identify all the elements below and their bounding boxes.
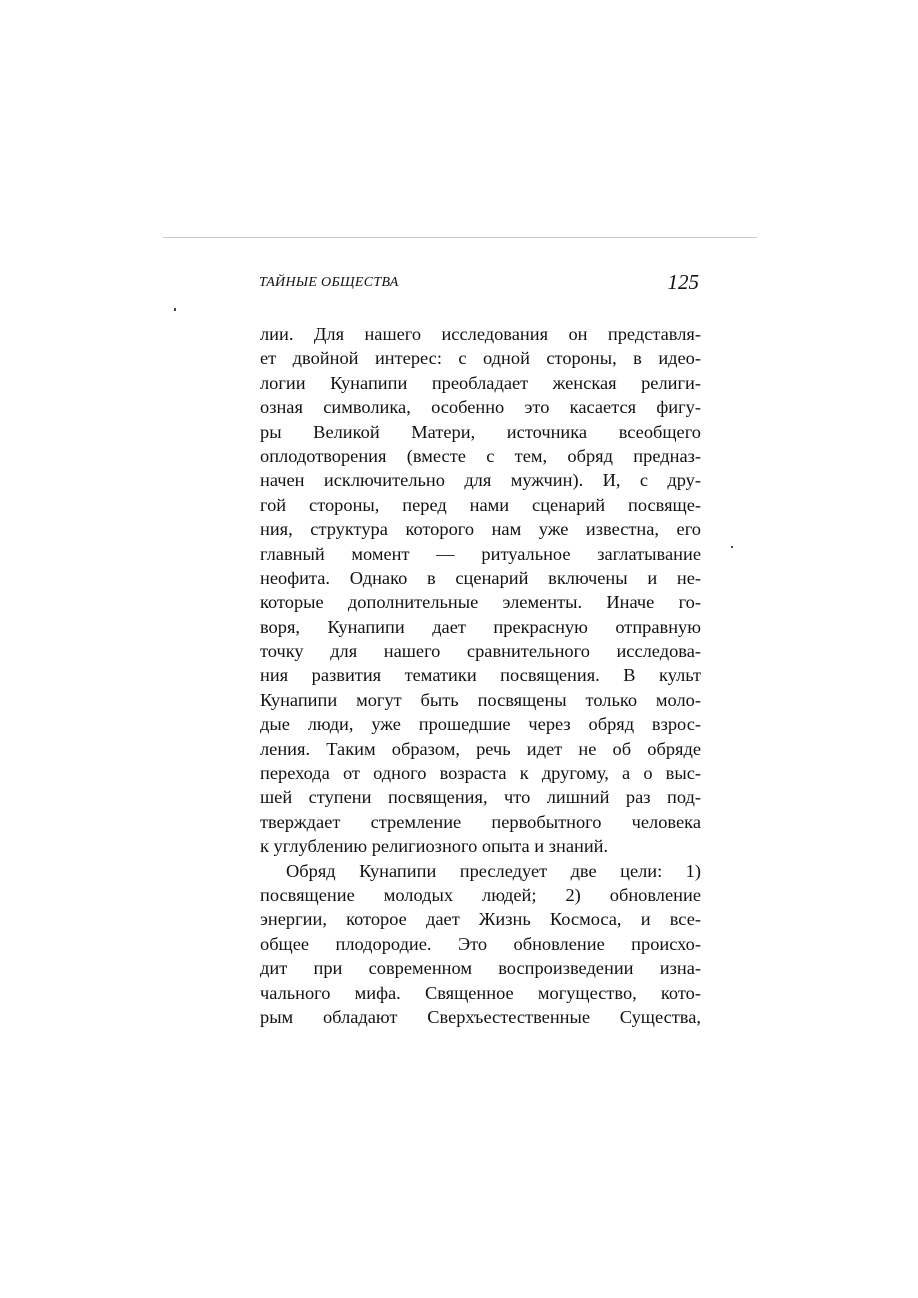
paragraph-1: [260, 322, 701, 859]
text-line: неофита. Однако в сценарий включены и не-: [260, 567, 701, 588]
text-line: дит при современном воспроизведении изна-: [260, 958, 701, 979]
text-line: посвящение молодых людей; 2) обновление: [260, 884, 701, 905]
body-text: [260, 322, 701, 1029]
text-line: лии. Для нашего исследования он представля-: [260, 324, 701, 344]
text-line: общее плодородие. Это обновление происхо-: [260, 933, 701, 954]
text-line: озная символика, особенно это касается фигу-: [260, 397, 701, 418]
text-line: Кунапипи могут быть посвящены только моло-: [260, 689, 701, 710]
text-line: шей ступени посвящения, что лишний раз под-: [260, 787, 701, 808]
text-line: ет двойной интерес: с одной стороны, в идео-: [260, 348, 701, 369]
text-line: начен исключительно для мужчин). И, с дру-: [260, 470, 701, 491]
text-line: гой стороны, перед нами сценарий посвяще-: [260, 494, 701, 515]
text-line: к углублению религиозного опыта и знаний.: [260, 836, 609, 857]
text-line: ния развития тематики посвящения. В культ: [260, 665, 701, 686]
scan-speck: [731, 546, 733, 548]
text-line: воря, Кунапипи дает прекрасную отправную: [260, 616, 701, 637]
text-line: ния, структура которого нам уже известна, его: [260, 519, 701, 540]
text-line: которые дополнительные элементы. Иначе го-: [260, 592, 701, 613]
text-line: чального мифа. Священное могущество, кото-: [260, 982, 701, 1003]
text-line: Обряд Кунапипи преследует две цели: 1): [286, 860, 701, 881]
scan-speck: [174, 308, 176, 311]
text-line: дые люди, уже прошедшие через обряд взрос-: [260, 714, 701, 735]
text-line: энергии, которое дает Жизнь Космоса, и все-: [260, 909, 701, 930]
text-line: ления. Таким образом, речь идет не об обряде: [260, 738, 701, 759]
running-head: ТАЙНЫЕ ОБЩЕСТВА: [259, 275, 399, 290]
text-line: главный момент — ритуальное заглатывание: [260, 543, 701, 564]
text-line: рым обладают Сверхъестественные Существа,: [260, 1006, 701, 1027]
text-line: логии Кунапипи преобладает женская религи-: [260, 372, 701, 393]
paragraph-2: [260, 859, 701, 1030]
text-line: перехода от одного возраста к другому, а о выс-: [260, 763, 701, 784]
page-number: 125: [667, 270, 699, 294]
text-line: ры Великой Матери, источника всеобщего: [260, 421, 701, 442]
top-rule: [163, 237, 757, 238]
text-line: тверждает стремление первобытного человека: [260, 811, 701, 832]
text-line: точку для нашего сравнительного исследова-: [260, 641, 701, 662]
text-line: оплодотворения (вместе с тем, обряд предназ-: [260, 445, 701, 466]
